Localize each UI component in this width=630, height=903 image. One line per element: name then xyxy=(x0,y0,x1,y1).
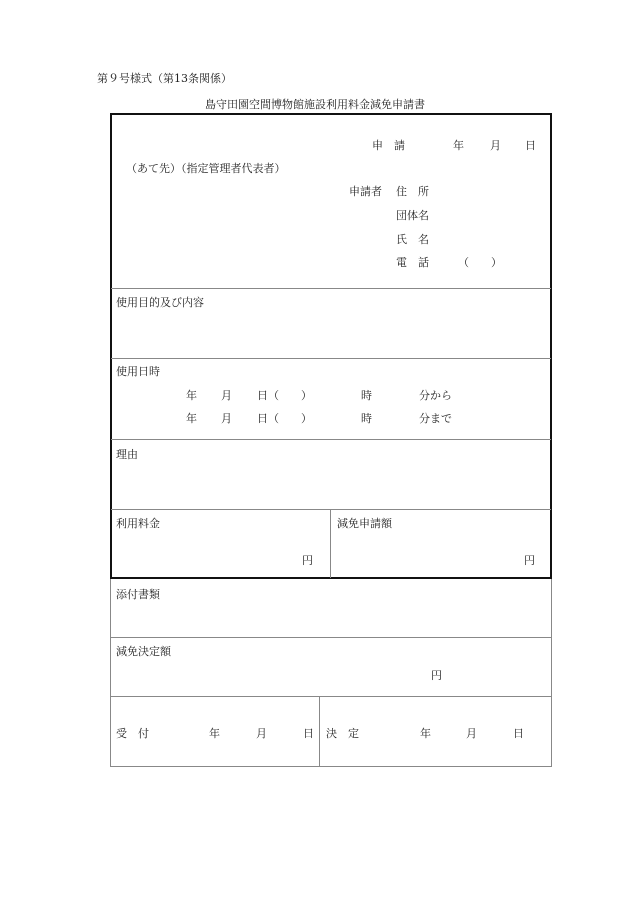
address-label[interactable]: 住 所 xyxy=(396,185,429,198)
application-day: 日 xyxy=(525,139,536,152)
reason-label: 理由 xyxy=(116,448,138,461)
fee-label: 利用料金 xyxy=(116,517,160,530)
receipt-label: 受 付 xyxy=(116,727,149,740)
decision-label: 決 定 xyxy=(326,727,359,740)
divider xyxy=(111,439,551,440)
decision-year: 年 xyxy=(420,727,431,740)
reduction-decision-label: 減免決定額 xyxy=(116,645,171,658)
datetime-label: 使用日時 xyxy=(116,365,160,378)
divider xyxy=(319,697,320,766)
divider xyxy=(110,637,552,638)
datetime-year: 年 xyxy=(186,412,197,425)
decision-day: 日 xyxy=(513,727,524,740)
receipt-year: 年 xyxy=(209,727,220,740)
attachments-label: 添付書類 xyxy=(116,588,160,601)
divider xyxy=(111,509,551,510)
organization-label[interactable]: 団体名 xyxy=(396,209,429,222)
application-year: 年 xyxy=(453,139,464,152)
divider xyxy=(110,696,552,697)
datetime-hour: 時 xyxy=(361,389,372,402)
divider xyxy=(111,358,551,359)
datetime-month: 月 xyxy=(221,389,232,402)
divider xyxy=(111,288,551,289)
datetime-year: 年 xyxy=(186,389,197,402)
phone-label[interactable]: 電 話 xyxy=(396,256,429,269)
reduction-request-yen: 円 xyxy=(524,554,535,567)
application-label: 申 請 xyxy=(372,139,405,152)
datetime-month: 月 xyxy=(221,412,232,425)
divider xyxy=(330,510,331,578)
form-title: 島守田園空間博物館施設利用料金減免申請書 xyxy=(205,98,425,111)
decision-month: 月 xyxy=(466,727,477,740)
datetime-day: 日（ ） xyxy=(257,389,312,402)
application-month: 月 xyxy=(490,139,501,152)
datetime-until: 分まで xyxy=(419,412,452,425)
purpose-label: 使用目的及び内容 xyxy=(116,296,204,309)
datetime-day: 日（ ） xyxy=(257,412,312,425)
reduction-decision-yen: 円 xyxy=(431,669,442,682)
addressee: （あて先）（指定管理者代表者） xyxy=(126,162,286,175)
datetime-from: 分から xyxy=(419,389,452,402)
form-number: 第９号様式（第13条関係） xyxy=(97,72,232,85)
datetime-hour: 時 xyxy=(361,412,372,425)
receipt-day: 日 xyxy=(303,727,314,740)
name-label[interactable]: 氏 名 xyxy=(396,233,429,246)
receipt-month: 月 xyxy=(256,727,267,740)
applicant-label: 申請者 xyxy=(349,185,382,198)
reduction-request-label: 減免申請額 xyxy=(337,517,392,530)
phone-paren: （ ） xyxy=(458,256,502,269)
fee-yen: 円 xyxy=(302,554,313,567)
